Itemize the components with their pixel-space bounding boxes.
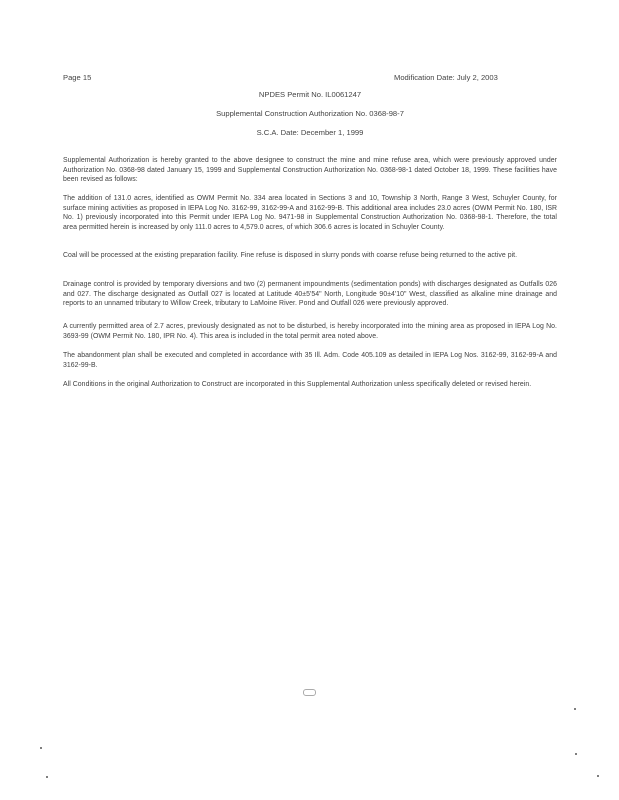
scan-speck	[46, 776, 48, 778]
scan-speck	[40, 747, 42, 749]
paragraph-area-addition: The addition of 131.0 acres, identified as OWM Permit No. 334 area located in Sections 3 and 10, Township 3 North, Range 3 West, Schuyler County, for surface mining activities as proposed in IEPA Log No. 3162-99, 3162-99-A and 3162-99-B. This additional area includes 23.0 acres (OWM Permit No. 180, ISR No. 1) previously incorporated into this Permit under IEPA Log No. 9471-98 in Supplemental Construction Authorization No. 0368-98-1. Therefore, the total area permitted herein is increased by only 111.0 acres to 4,579.0 acres, of which 306.6 acres is located in Schuyler County.	[63, 195, 557, 231]
paragraph-intro: Supplemental Authorization is hereby granted to the above designee to construct the mine and mine refuse area, which were previously approved under Authorization No. 0368-98 dated January 15, 1999 and Supplemental Construction Authorization No. 0368-98-1 dated October 18, 1999. These facilities have been revised as follows:	[63, 157, 557, 184]
scan-speck	[597, 775, 599, 777]
paragraph-abandonment-plan: The abandonment plan shall be executed and completed in accordance with 35 Ill. Adm. Code 405.109 as detailed in IEPA Log Nos. 3162-99, 3162-99-A and 3162-99-B.	[63, 352, 557, 369]
page-number: Page 15	[63, 73, 92, 82]
paragraph-coal-processing: Coal will be processed at the existing preparation facility. Fine refuse is disposed in slurry ponds with coarse refuse being returned to the active pit.	[63, 252, 518, 259]
paragraph-drainage-control: Drainage control is provided by temporary diversions and two (2) permanent impoundments (sedimentation ponds) with discharges designated as Outfalls 026 and 027. The discharge designated as Outfall 027 is located at Latitude 40±5'54" North, Longitude 90±4'10" West, classified as alkaline mine drainage and reports to an unnamed tributary to Willow Creek, tributary to LaMoine River. Pond and Outfall 026 were previously approved.	[63, 281, 557, 308]
scan-mark	[303, 689, 316, 696]
paragraph-permitted-area: A currently permitted area of 2.7 acres, previously designated as not to be disturbed, is hereby incorporated into the mining area as proposed in IEPA Log No. 3693-99 (OWM Permit No. 180, IPR No. 4). This area is included in the total permit area noted above.	[63, 323, 557, 340]
authorization-number: Supplemental Construction Authorization No. 0368-98-7	[216, 109, 404, 118]
scan-speck	[575, 753, 577, 755]
authorization-date: S.C.A. Date: December 1, 1999	[256, 128, 364, 137]
modification-date: Modification Date: July 2, 2003	[394, 73, 498, 82]
scan-speck	[574, 708, 576, 710]
paragraph-conditions: All Conditions in the original Authorization to Construct are incorporated in this Supplemental Authorization unless specifically deleted or revised herein.	[63, 381, 532, 388]
permit-number: NPDES Permit No. IL0061247	[258, 90, 362, 99]
